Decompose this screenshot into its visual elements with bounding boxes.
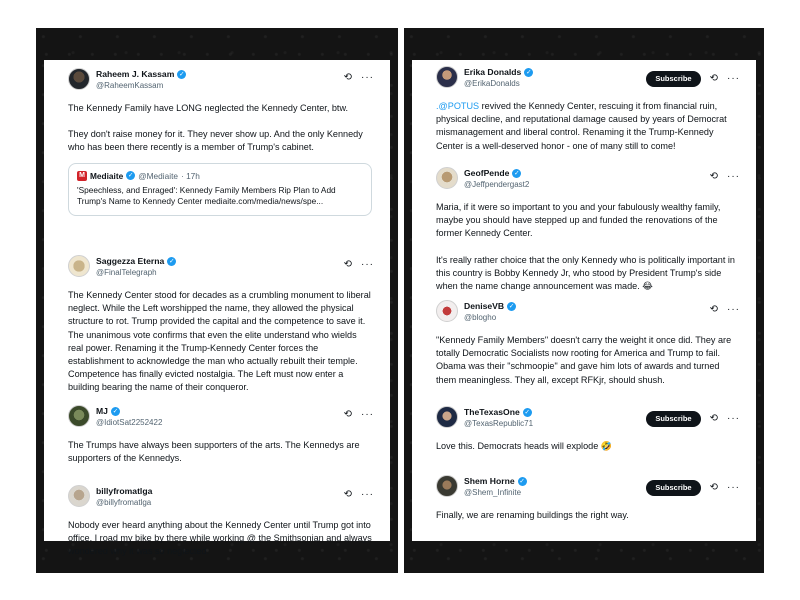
subscribe-button[interactable]: Subscribe [646, 411, 700, 427]
grok-icon[interactable]: ⟲ [709, 413, 718, 424]
tweet-header [426, 66, 744, 94]
subscribe-button[interactable]: Subscribe [646, 480, 700, 496]
user-handle[interactable]: @billyfromatlga [96, 498, 152, 507]
potus-mention-link[interactable]: .@POTUS [436, 101, 480, 111]
grok-icon[interactable]: ⟲ [709, 171, 718, 182]
more-options-icon[interactable]: ··· [727, 413, 740, 424]
quoted-text: 'Speechless, and Enraged': Kennedy Family Members Rip Plan to Add Trump's Name to Kennedy Center mediaite.com/media/news/spe... [77, 184, 336, 207]
left-tweet-card [44, 60, 390, 557]
tweet-text [426, 201, 744, 293]
display-name[interactable]: MJ [96, 406, 108, 416]
tweet-paragraph: They don't raise money for it. They never show up. And the only Kennedy who has been there recently is a member of Trump's cabinet. [68, 129, 363, 153]
tweet-thetexasone [412, 406, 756, 453]
user-handle[interactable]: @IdiotSat2252422 [96, 418, 163, 427]
left-screenshot-panel [36, 28, 398, 573]
tweet-geofpende [412, 167, 756, 293]
tweet-text [58, 289, 378, 395]
tweet-header [426, 300, 744, 328]
user-handle[interactable]: @Jeffpendergast2 [464, 180, 530, 189]
tweet-text [58, 519, 378, 559]
tweet-header [58, 68, 378, 96]
display-name[interactable]: Raheem J. Kassam [96, 69, 175, 79]
tweet-billyfromatlga [44, 485, 390, 559]
user-handle[interactable]: @TexasRepublic71 [464, 419, 534, 428]
quoted-timestamp: · 17h [181, 170, 200, 181]
grok-icon[interactable]: ⟲ [709, 73, 718, 84]
verified-badge-icon: ✓ [112, 407, 119, 415]
avatar[interactable] [436, 475, 458, 497]
tweet-erika-donalds [412, 66, 756, 153]
tweet-saggezza [44, 255, 390, 395]
tweet-shem-horne [412, 475, 756, 522]
verified-badge-icon: ✓ [508, 302, 515, 310]
avatar[interactable] [436, 406, 458, 428]
display-name[interactable]: Saggezza Eterna [96, 256, 165, 266]
grok-icon[interactable]: ⟲ [709, 482, 718, 493]
verified-badge-icon: ✓ [127, 172, 134, 180]
display-name[interactable]: DeniseVB [464, 301, 505, 311]
more-options-icon[interactable]: ··· [361, 409, 374, 420]
tweet-header [58, 255, 378, 283]
tweet-paragraph: The Kennedy Family have LONG neglected the Kennedy Center, btw. [68, 103, 349, 113]
grok-icon[interactable]: ⟲ [343, 72, 352, 83]
verified-badge-icon: ✓ [179, 70, 185, 78]
tweet-text [426, 440, 744, 453]
avatar[interactable] [68, 68, 90, 90]
tweet-paragraph: It's really rather choice that the only Kennedy who is politically important in this country is Bobby Kennedy Jr, who stood by President Trump's side when the name change announcement was made. 😂 [436, 254, 735, 292]
tweet-header [58, 485, 378, 513]
more-options-icon[interactable]: ··· [727, 171, 740, 182]
grok-icon[interactable]: ⟲ [709, 304, 718, 315]
display-name[interactable]: Erika Donalds [464, 67, 522, 77]
tweet-paragraph: revived the Kennedy Center, rescuing it from financial ruin, physical decline, and reputational damage caused by years of Democrat mismanagement and liberal control. Renaming it the Trump-Kennedy Center is a well-deserved honor - one of many still to come! [436, 101, 727, 151]
grok-icon[interactable]: ⟲ [343, 259, 352, 270]
tweet-paragraph: "Kennedy Family Members" doesn't carry the weight it once did. They are totally Democratic Socialists now rooting for America and Trump to fail. Obama was their "schmoopie" and gave him lots of awards and turned them meaningless. They all, except RFKjr, should shush. [436, 335, 732, 385]
verified-badge-icon: ✓ [514, 169, 520, 177]
more-options-icon[interactable]: ··· [727, 482, 740, 493]
user-handle[interactable]: @blogho [464, 313, 497, 322]
tweet-text [426, 509, 744, 522]
display-name[interactable]: GeofPende [464, 168, 510, 178]
mediaite-logo-icon: M [77, 171, 87, 181]
tweet-text [58, 102, 378, 155]
quoted-tweet[interactable] [68, 163, 372, 216]
user-handle[interactable]: @RaheemKassam [96, 81, 164, 90]
verified-badge-icon: ✓ [526, 68, 532, 76]
tweet-text [426, 334, 744, 387]
right-screenshot-panel [404, 28, 764, 573]
more-options-icon[interactable]: ··· [727, 304, 740, 315]
more-options-icon[interactable]: ··· [727, 73, 740, 84]
tweet-header [426, 475, 744, 503]
tweet-text [58, 439, 378, 465]
avatar[interactable] [436, 167, 458, 189]
avatar[interactable] [436, 66, 458, 88]
tweet-denisevb [412, 300, 756, 387]
avatar[interactable] [68, 405, 90, 427]
tweet-header [426, 406, 744, 434]
tweet-text [426, 100, 744, 153]
display-name[interactable]: billyfromatlga [96, 486, 153, 496]
verified-badge-icon: ✓ [524, 408, 530, 416]
more-options-icon[interactable]: ··· [361, 259, 374, 270]
tweet-paragraph: The Kennedy Center stood for decades as a crumbling monument to liberal neglect. While the Left worshipped the name, they allowed the physical structure to rot. Trump provided the capital and the competence to save it. The unanimous vote confirms that even the elite understand who wields real power. Renaming it the Trump-Kennedy Center forces the establishment to acknowledge the man who actually rebuilt their temple. Competence has finally evicted nostalgia. The Left must now enter a building bearing the name of their conqueror. [68, 290, 371, 393]
tweet-raheem [44, 68, 390, 216]
more-options-icon[interactable]: ··· [361, 489, 374, 500]
tweet-header [58, 405, 378, 433]
tweet-mj [44, 405, 390, 465]
tweet-paragraph: Love this. Democrats heads will explode 🤣 [436, 441, 613, 451]
grok-icon[interactable]: ⟲ [343, 409, 352, 420]
display-name[interactable]: TheTexasOne [464, 407, 520, 417]
user-handle[interactable]: @FinalTelegraph [96, 268, 157, 277]
tweet-paragraph: Finally, we are renaming buildings the right way. [436, 510, 629, 520]
tweet-paragraph: Maria, if it were so important to you and your fabulously wealthy family, maybe you should have stepped up and funded the renovations of the former Kennedy Center. [436, 202, 721, 239]
subscribe-button[interactable]: Subscribe [646, 71, 700, 87]
more-options-icon[interactable]: ··· [361, 72, 374, 83]
user-handle[interactable]: @Shem_Infinite [464, 488, 522, 497]
quoted-display-name: Mediaite [90, 170, 124, 181]
quoted-handle: @Mediaite [138, 170, 178, 181]
verified-badge-icon: ✓ [169, 257, 175, 265]
avatar[interactable] [68, 485, 90, 507]
verified-badge-icon: ✓ [519, 477, 525, 485]
tweet-paragraph: The Trumps have always been supporters of the arts. The Kennedys are supporters of the Kennedys. [68, 440, 360, 464]
tweet-paragraph: Nobody ever heard anything about the Kennedy Center until Trump got into office. I road my bike by there while working @ the Smithsonian and always wondered why it was so neglected. [68, 520, 372, 557]
avatar[interactable] [436, 300, 458, 322]
tweet-header [426, 167, 744, 195]
display-name[interactable]: Shem Horne [464, 476, 515, 486]
right-tweet-card [412, 60, 756, 541]
user-handle[interactable]: @ErikaDonalds [464, 79, 520, 88]
avatar[interactable] [68, 255, 90, 277]
grok-icon[interactable]: ⟲ [343, 489, 352, 500]
